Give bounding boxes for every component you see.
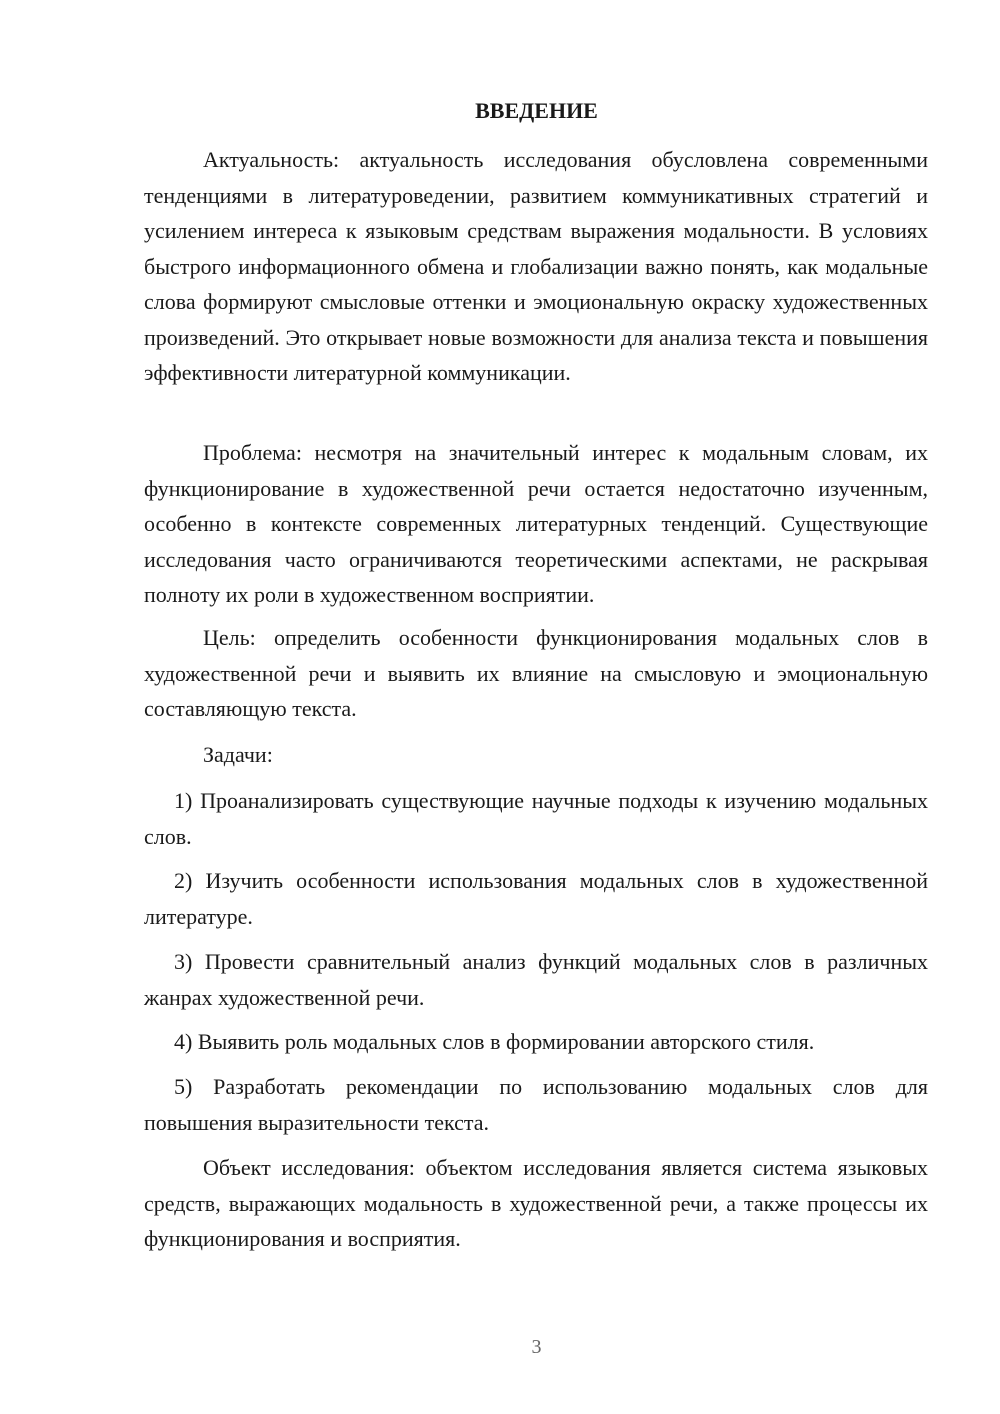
paragraph-relevance: Актуальность: актуальность исследования обусловлена современными тенденциями в литературоведении, развитием коммуникативных стратегий и усилением интереса к языковым средствам выражения модальности. В условиях быстрого информационного обмена и глобализации важно понять, как модальные слова формируют смысловые оттенки и эмоциональную окраску художественных произведений. Это открывает новые возможности для анализа текста и повышения эффективности литературной коммуникации. — [144, 147, 928, 385]
page-title: ВВЕДЕНИЕ — [475, 98, 598, 123]
task-item-5: 5) Разработать рекомендации по использованию модальных слов для повышения выразительности текста. — [144, 1074, 928, 1135]
page-number: 3 — [531, 1336, 542, 1358]
task-item-1: 1) Проанализировать существующие научные подходы к изучению модальных слов. — [144, 788, 928, 849]
tasks-heading: Задачи: — [203, 742, 273, 767]
paragraph-problem: Проблема: несмотря на значительный интерес к модальным словам, их функционирование в художественной речи остается недостаточно изученным, особенно в контексте современных литературных тенденций. Существующие исследования часто ограничиваются теоретическими аспектами, не раскрывая полноту их роли в художественном восприятии. — [144, 440, 928, 607]
paragraph-object: Объект исследования: объектом исследования является система языковых средств, выражающих модальность в художественной речи, а также процессы их функционирования и восприятия. — [144, 1155, 928, 1251]
task-item-3: 3) Провести сравнительный анализ функций модальных слов в различных жанрах художественной речи. — [144, 949, 928, 1010]
task-item-2: 2) Изучить особенности использования модальных слов в художественной литературе. — [144, 868, 928, 929]
task-item-4: 4) Выявить роль модальных слов в формировании авторского стиля. — [174, 1029, 815, 1054]
paragraph-goal: Цель: определить особенности функционирования модальных слов в художественной речи и выявить их влияние на смысловую и эмоциональную составляющую текста. — [144, 625, 928, 721]
